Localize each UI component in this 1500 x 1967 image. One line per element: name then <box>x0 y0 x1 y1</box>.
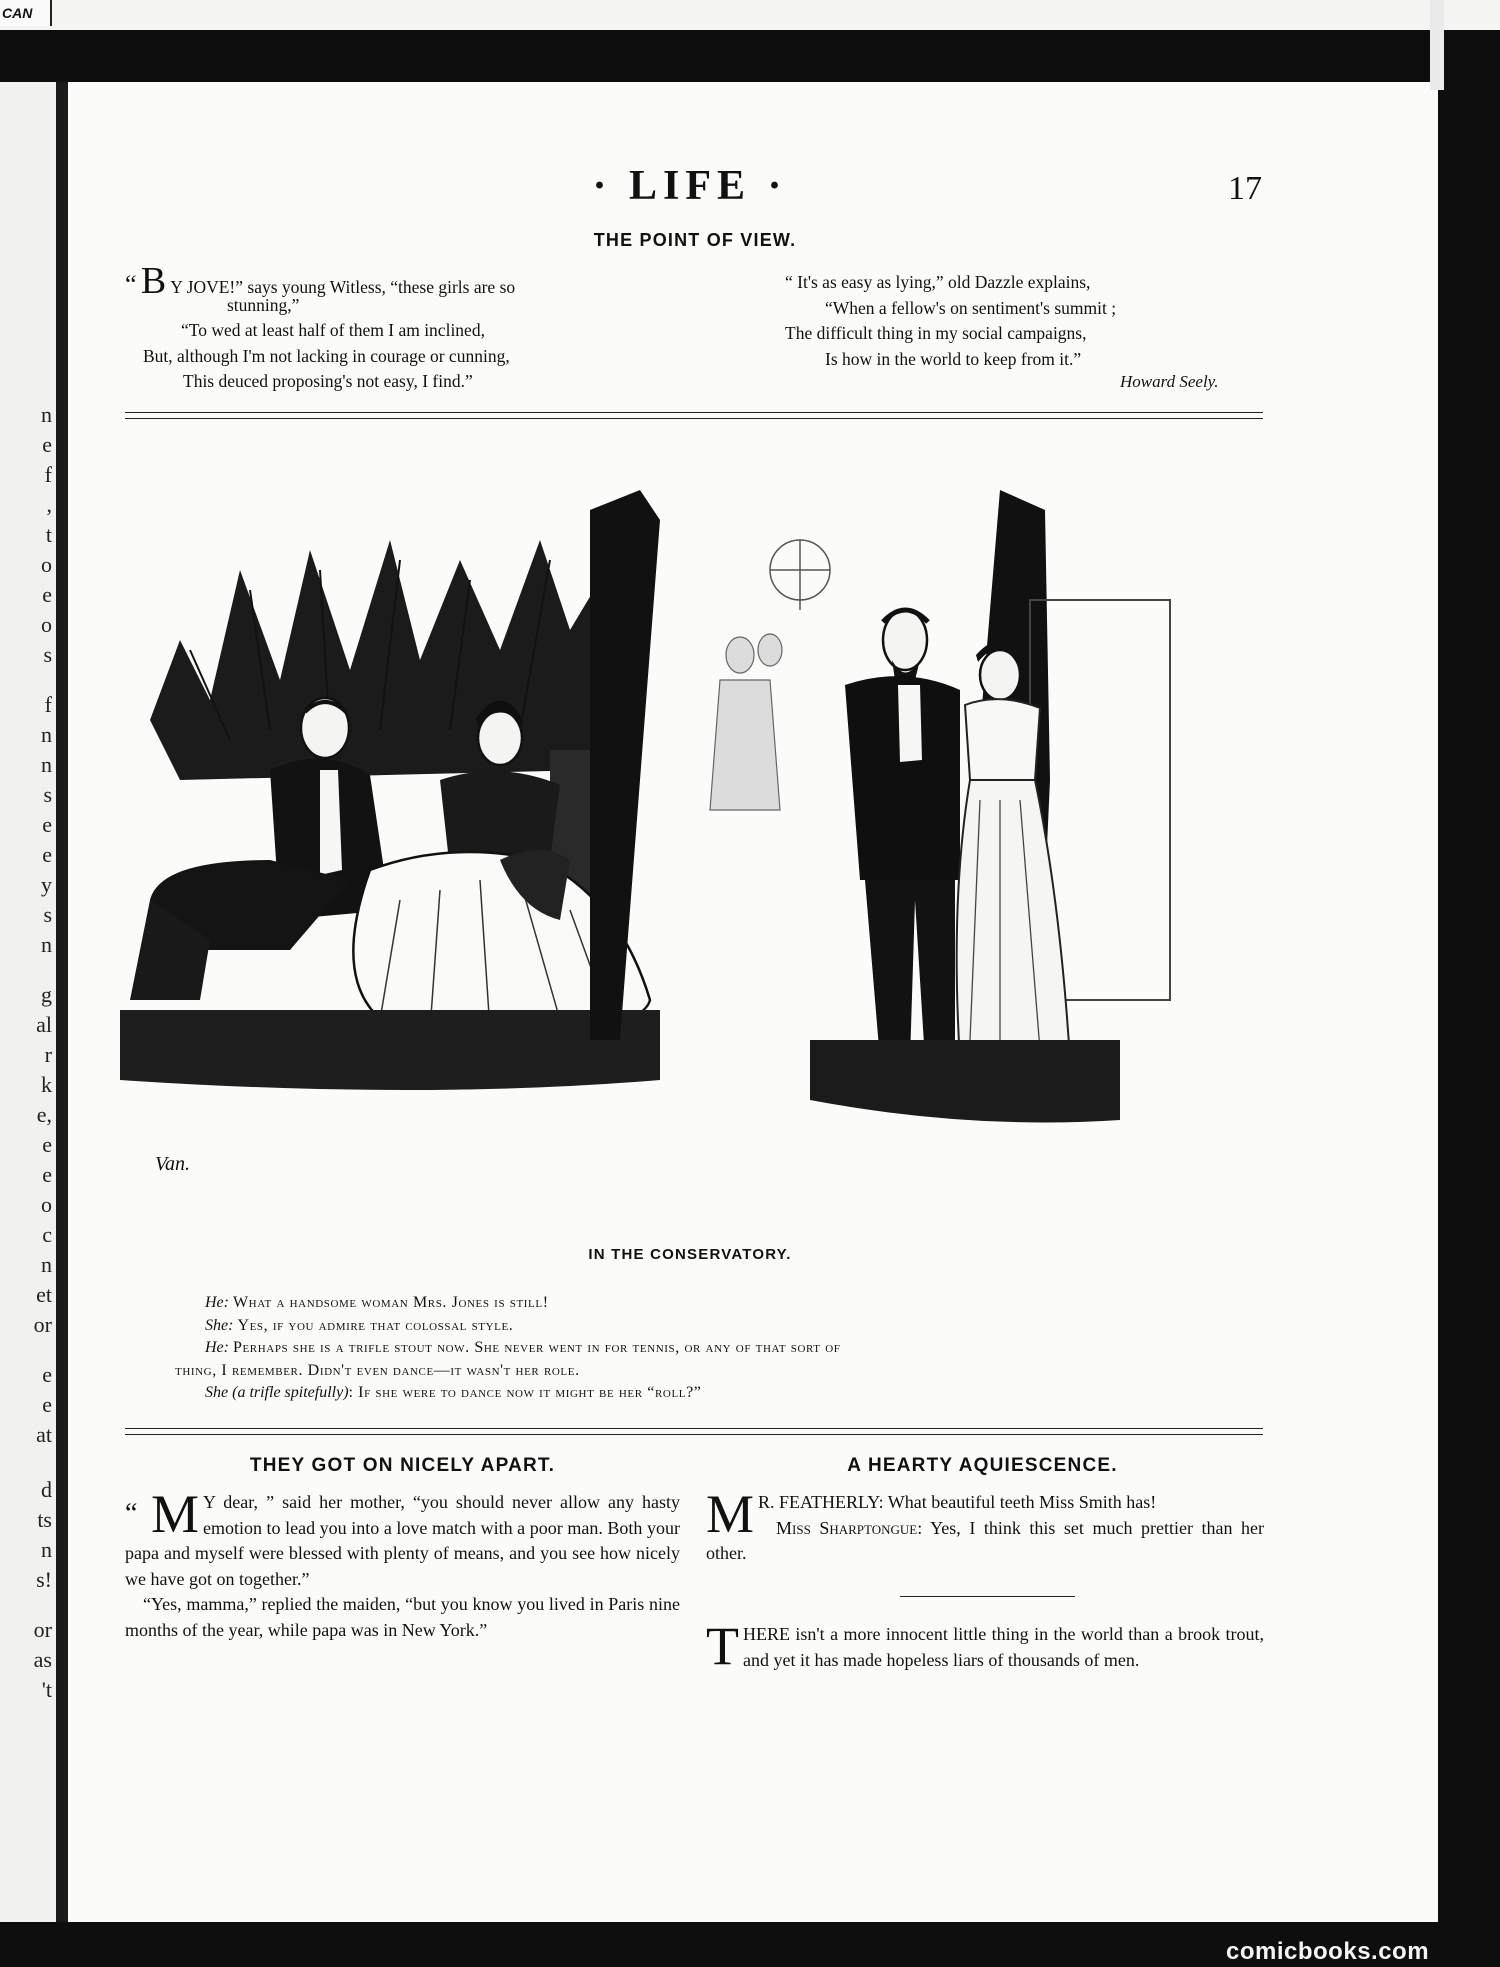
left-page-text-fragment: n <box>41 402 52 427</box>
left-page-text-fragment: at <box>36 1422 52 1447</box>
speaker: Miss Sharptongue <box>776 1517 918 1538</box>
left-page-tab: CAN <box>0 0 52 26</box>
dialog-text: Perhaps she is a trifle stout now. She never went in for tennis, or any of that sort of <box>232 1339 841 1356</box>
dialog-text: Yes, if you admire that colossal style. <box>237 1316 514 1334</box>
left-page-text-fragment: d <box>41 1477 52 1502</box>
open-quote: “ <box>125 270 137 299</box>
left-page-text-fragment: e <box>42 432 52 457</box>
artist-signature: Van. <box>155 1153 190 1175</box>
dialog-line <box>205 1292 1205 1315</box>
right-floor-shading <box>810 1040 1120 1123</box>
stanza-line: The difficult thing in my social campaigns, <box>785 323 1087 343</box>
left-page-text-fragment: s <box>43 782 52 807</box>
stanza-line: Is how in the world to keep from it.” <box>825 348 1082 369</box>
left-page-text-fragment: s <box>43 902 52 927</box>
left-page-text-fragment: e <box>42 842 52 867</box>
left-page-text-fragment: e <box>42 1132 52 1157</box>
masthead-title: · LIFE · <box>592 163 788 209</box>
left-page-text-fragment: or <box>33 1312 52 1337</box>
speaker: He: <box>205 1339 229 1356</box>
apart-para-1 <box>125 1484 680 1592</box>
left-curtain <box>590 490 660 1040</box>
dialog-line <box>205 1315 1205 1338</box>
scan-top-strip <box>0 0 1500 30</box>
hearty-para-2 <box>706 1516 1264 1567</box>
scan-right-edge <box>1430 0 1444 90</box>
double-rule <box>125 1428 1263 1435</box>
watermark: comicbooks.com <box>1226 1938 1430 1965</box>
trout-item <box>706 1616 1264 1676</box>
left-page-text-fragment: as <box>33 1647 52 1672</box>
left-page-text-fragment: f <box>44 692 52 717</box>
page-number: 17 <box>1228 170 1262 207</box>
drop-cap <box>125 1484 199 1544</box>
speaker: He: <box>205 1294 229 1311</box>
left-page-text-fragment: e <box>42 1162 52 1187</box>
chandelier <box>770 540 830 610</box>
left-page-text-fragment: et <box>36 1282 52 1307</box>
drop-cap: B <box>140 260 167 302</box>
stage-direction: (a trifle spitefully) <box>232 1384 349 1401</box>
stanza-line: “To wed at least half of them I am inclined, <box>181 320 485 340</box>
standing-gentleman <box>845 610 960 1060</box>
left-page-text-fragment: o <box>41 612 52 637</box>
left-page-text-fragment: o <box>41 1192 52 1217</box>
left-page-text-fragment: s! <box>36 1567 52 1592</box>
short-rule <box>900 1596 1075 1597</box>
paragraph-text: HERE isn't a more innocent little thing in the world than a brook trout, and yet it has made hopeless liars of thousands of men. <box>743 1624 1264 1670</box>
binding-gutter <box>56 82 68 1922</box>
left-page-text-fragment: al <box>36 1012 52 1037</box>
left-page-text-fragment: e <box>42 1362 52 1387</box>
left-stanza <box>125 260 685 395</box>
left-page-text-fragment: o <box>41 552 52 577</box>
stanza-line: Y JOVE!” says young Witless, “these girls are so <box>170 277 516 297</box>
paragraph-text: : Yes, I think this set much prettier than her other. <box>706 1517 1264 1563</box>
stanza-line: “When a fellow's on sentiment's summit ; <box>825 297 1117 318</box>
dialog-text: : If she were to dance now it might be her “roll?” <box>348 1384 702 1401</box>
dialog-line <box>205 1382 1205 1405</box>
paragraph-text: R. FEATHERLY: What beautiful teeth Miss Smith has! <box>758 1492 1157 1512</box>
left-page-text-fragment: e <box>42 1392 52 1417</box>
cartoon-caption-title: IN THE CONSERVATORY. <box>588 1246 792 1263</box>
left-page-text-fragment: , <box>46 492 52 517</box>
left-page-text-fragment: r <box>44 1042 52 1067</box>
dialog-line <box>175 1360 1205 1383</box>
apart-para-2: “Yes, mamma,” replied the maiden, “but you know you lived in Paris nine months of the year, while papa was in New York.” <box>125 1594 680 1640</box>
dialog-text: What a handsome woman Mrs. Jones is still! <box>232 1294 549 1311</box>
apart-heading: THEY GOT ON NICELY APART. <box>249 1455 556 1476</box>
stanza-line: But, although I'm not lacking in courage or cunning, <box>143 345 510 366</box>
left-page-text-fragment: y <box>41 872 52 897</box>
left-page-text-fragment: e <box>42 812 52 837</box>
drop-cap: T <box>706 1616 739 1676</box>
left-page-text-fragment: s <box>43 642 52 667</box>
stanza-line: “ It's as easy as lying,” old Dazzle explains, <box>785 272 1091 292</box>
background-crowd <box>710 634 782 810</box>
left-page-text-fragment: ts <box>37 1507 52 1532</box>
dialog-text: thing, I remember. Didn't even dance—it wasn't her role. <box>175 1361 580 1379</box>
speaker: She: <box>205 1316 234 1334</box>
open-quote: “ <box>125 1498 138 1529</box>
cartoon-dialog <box>175 1292 1205 1405</box>
dialog-line <box>205 1337 1205 1360</box>
left-page-text-fragment: e <box>42 582 52 607</box>
stanza-line: stunning,” <box>227 294 300 315</box>
left-page-text-fragment: n <box>41 932 52 957</box>
left-page-edge <box>0 82 56 1922</box>
left-page-text-fragment: n <box>41 1252 52 1277</box>
apart-story <box>125 1484 680 1643</box>
right-stanza <box>785 270 1255 372</box>
double-rule <box>125 412 1263 419</box>
floor-shading <box>120 1010 660 1090</box>
stanza-line: This deuced proposing's not easy, I find.” <box>183 371 473 391</box>
left-page-text-fragment: or <box>33 1617 52 1642</box>
hearty-story <box>706 1484 1264 1567</box>
left-page-text-fragment: k <box>41 1072 52 1097</box>
drop-cap: M <box>706 1484 755 1544</box>
poem-author: Howard Seely. <box>1120 372 1219 391</box>
left-page-text-fragment: c <box>42 1222 52 1247</box>
left-page-text-fragment: f <box>44 462 52 487</box>
left-page-text-fragment: n <box>41 722 52 747</box>
hearty-heading: A HEARTY AQUIESCENCE. <box>847 1455 1118 1476</box>
drop-cap-letter: M <box>150 1484 199 1544</box>
left-page-text-fragment: n <box>41 1537 52 1562</box>
left-page-text-fragment: 't <box>41 1677 52 1702</box>
left-page-text-fragment: t <box>45 522 52 547</box>
foliage-backdrop <box>150 540 620 780</box>
speaker: She <box>205 1384 229 1401</box>
conservatory-illustration <box>120 480 1270 1200</box>
paragraph-text: Y dear, ” said her mother, “you should never allow any hasty emotion to lead you into a love match with a poor man. Both your papa and myself were blessed with plenty of means, and you see how nicely we have got on together.” <box>125 1492 680 1589</box>
left-page-text-fragment: e, <box>36 1102 52 1127</box>
left-page-text-fragment: n <box>41 752 52 777</box>
point-of-view-heading: THE POINT OF VIEW. <box>593 230 797 250</box>
left-page-text-fragment: g <box>41 982 52 1007</box>
standing-lady <box>957 641 1070 1075</box>
trout-para <box>706 1616 1264 1676</box>
